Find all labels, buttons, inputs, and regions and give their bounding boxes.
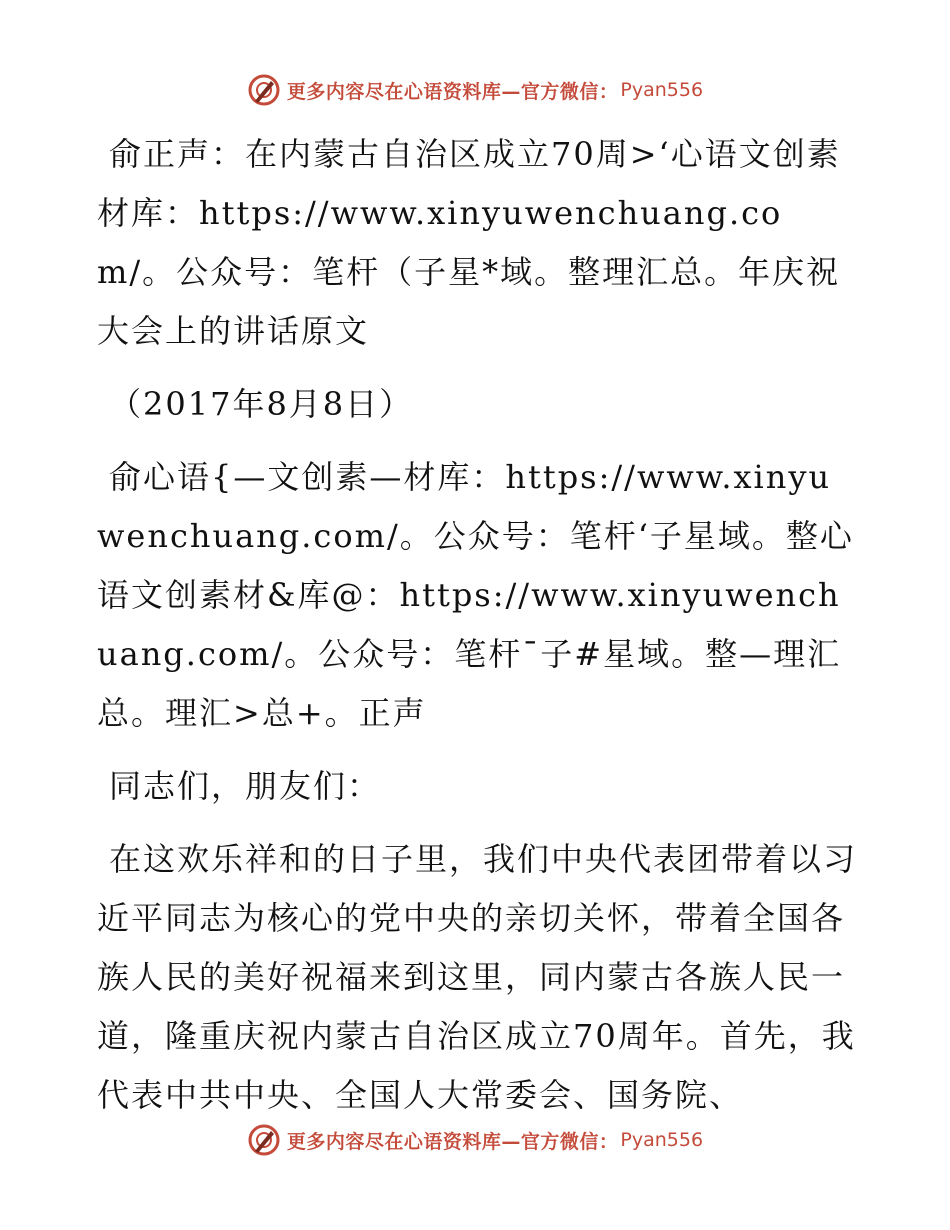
header-watermark-banner xyxy=(0,70,950,110)
title-paragraph: 俞正声：在内蒙古自治区成立70周>‘心语文创素材库：https://www.xinyuwenchuang.com/。公众号：笔杆（子星*域。整理汇总。年庆祝大会上的讲话原文 xyxy=(97,135,841,350)
banner-text: 更多内容尽在心语资料库—官方微信： xyxy=(286,1130,619,1153)
banner-wechat-id: Pyan556 xyxy=(620,1129,704,1151)
footer-watermark-banner xyxy=(0,1120,950,1160)
date-paragraph: （2017年8月8日） xyxy=(109,385,414,423)
noise-paragraph: 俞心语{—文创素—材库：https://www.xinyuwenchuang.com/。公众号：笔杆‘子星域。整心语文创素材&库@：https://www.xinyuwenchuang.com/。公众号：笔杆¯子#星域。整—理汇总。理汇>总+。正声 xyxy=(97,458,854,732)
body-paragraph: 在这欢乐祥和的日子里，我们中央代表团带着以习近平同志为核心的党中央的亲切关怀，带着全国各族人民的美好祝福来到这里，同内蒙古各族人民一道，隆重庆祝内蒙古自治区成立70周年。首先，我代表中共中央、全国人大常委会、国务院、 xyxy=(97,840,858,1114)
salutation-paragraph: 同志们，朋友们： xyxy=(109,767,382,805)
banner-wechat-id: Pyan556 xyxy=(620,79,704,101)
pen-logo-icon xyxy=(247,1123,281,1157)
pen-logo-icon xyxy=(247,73,281,107)
banner-text: 更多内容尽在心语资料库—官方微信： xyxy=(286,80,619,103)
document-body xyxy=(97,125,857,1139)
